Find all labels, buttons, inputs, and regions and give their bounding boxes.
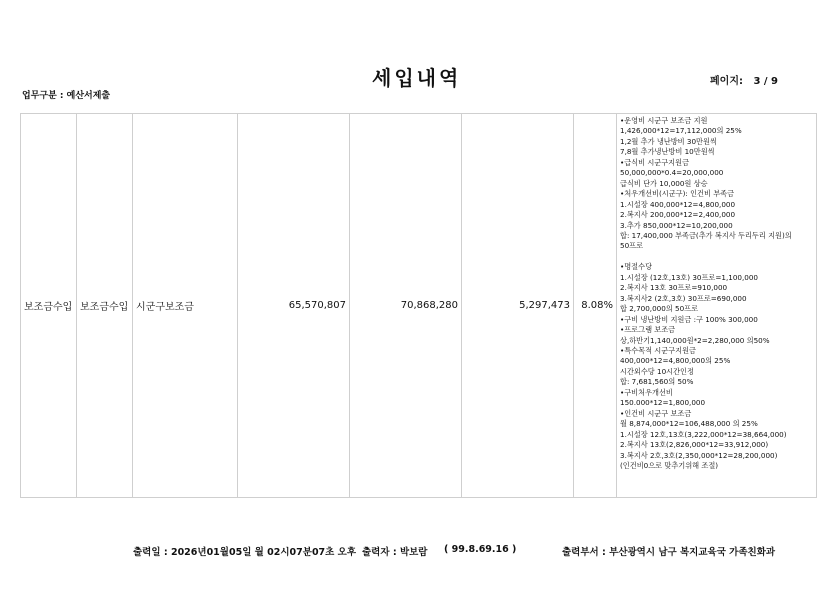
detail-line: •구비 냉난방비 지원금 :구 100% 300,000 [620,314,758,324]
item-cell: 시군구보조금 [133,114,238,498]
printer-ip: ( 99.8.69.16 ) [444,544,517,555]
print-date-label: 출력일 : [133,547,168,558]
detail-line: •운영비 시군구 보조금 지원 [620,116,708,125]
detail-line: 합: 7,681,560의 50% [620,377,694,387]
detail-line: 3.추가 850,000*12=10,200,000 [620,220,733,230]
detail-line: •특수목적 시군구지원금 [620,345,696,355]
detail-line: 3.복지사2 (2호,3호) 30프로=690,000 [620,293,747,303]
amount-cell-1: 65,570,807 [238,114,350,498]
page-number [710,72,778,87]
detail-line: 1.시설장 (12호,13호) 30프로=1,100,000 [620,272,758,282]
rate-cell: 8.08% [574,114,617,498]
detail-line: •처우개선비(시군구): 인건비 부족금 [620,189,735,199]
printer-value: 박보람 [399,547,428,558]
detail-line: 3.복지사 2호,3호(2,350,000*12=28,200,000) [620,450,778,460]
detail-line: 150.000*12=1,800,000 [620,398,706,408]
detail-line [620,252,814,262]
detail-line: 2.복지사 200,000*12=2,400,000 [620,210,736,220]
category-cell-1: 보조금수입 [21,114,77,498]
budget-table [20,113,817,498]
printer-label: 출력자 : [362,547,397,558]
detail-line: 7,8월 추가냉난방비 10만원씩 [620,147,715,157]
dept-value: 부산광역시 남구 복지교육국 가족친화과 [609,547,776,558]
detail-line: 1,2월 추가 냉난방비 30만원씩 [620,136,717,146]
detail-line: 50프로 [620,241,644,251]
detail-line: 합 2,700,000의 50프로 [620,304,699,314]
amount-cell-2: 70,868,280 [350,114,462,498]
detail-line: 상,하반기1,140,000원*2=2,280,000 의50% [620,335,770,345]
detail-line: •급식비 시군구지원금 [620,157,690,167]
detail-line: •명절수당 [620,262,653,272]
printer [362,544,427,558]
detail-line: 400,000*12=4,800,000의 25% [620,356,731,366]
detail-line: 월 8,874,000*12=106,488,000 의 25% [620,419,758,429]
work-category: 업무구분 : 예산서제출 [22,91,111,101]
detail-line: 2.복지사 13호 30프로=910,000 [620,283,728,293]
category-cell-2: 보조금수입 [77,114,133,498]
dept-label: 출력부서 : [562,547,606,558]
page-separator: / [763,76,768,87]
detail-line: 합: 17,400,000 부족금(추가 복지사 두리두리 지원)의 [620,230,792,240]
detail-line: 1,426,000*12=17,112,000의 25% [620,126,742,136]
diff-cell: 5,297,473 [462,114,574,498]
detail-line: 1.시설장 400,000*12=4,800,000 [620,199,736,209]
detail-line: 시간외수당 10시간인정 [620,366,694,376]
detail-line: •프로그램 보조금 [620,325,676,335]
detail-cell [617,114,817,498]
detail-line: 2.복지사 13호(2,826,000*12=33,912,000) [620,440,769,450]
page-current: 3 [753,76,761,87]
page-title: 세입내역 [372,66,462,90]
print-date [133,544,356,558]
detail-line: •구비처우개선비 [620,387,673,397]
print-date-value: 2026년01월05일 월 02시07분07초 오후 [170,547,357,558]
page-total: 9 [771,76,778,87]
detail-line: 1.시설장 12호,13호(3,222,000*12=38,664,000) [620,429,787,439]
detail-line: 50,000,000*0.4=20,000,000 [620,168,724,178]
page-label: 페이지: [710,76,743,87]
detail-line: (인건비0으로 맞추기위해 조절) [620,460,719,470]
detail-line: •인건비 시군구 보조금 [620,408,692,418]
table-row [21,114,817,498]
print-department [562,544,775,558]
detail-line: 급식비 단가 10,000원 상승 [620,178,708,188]
